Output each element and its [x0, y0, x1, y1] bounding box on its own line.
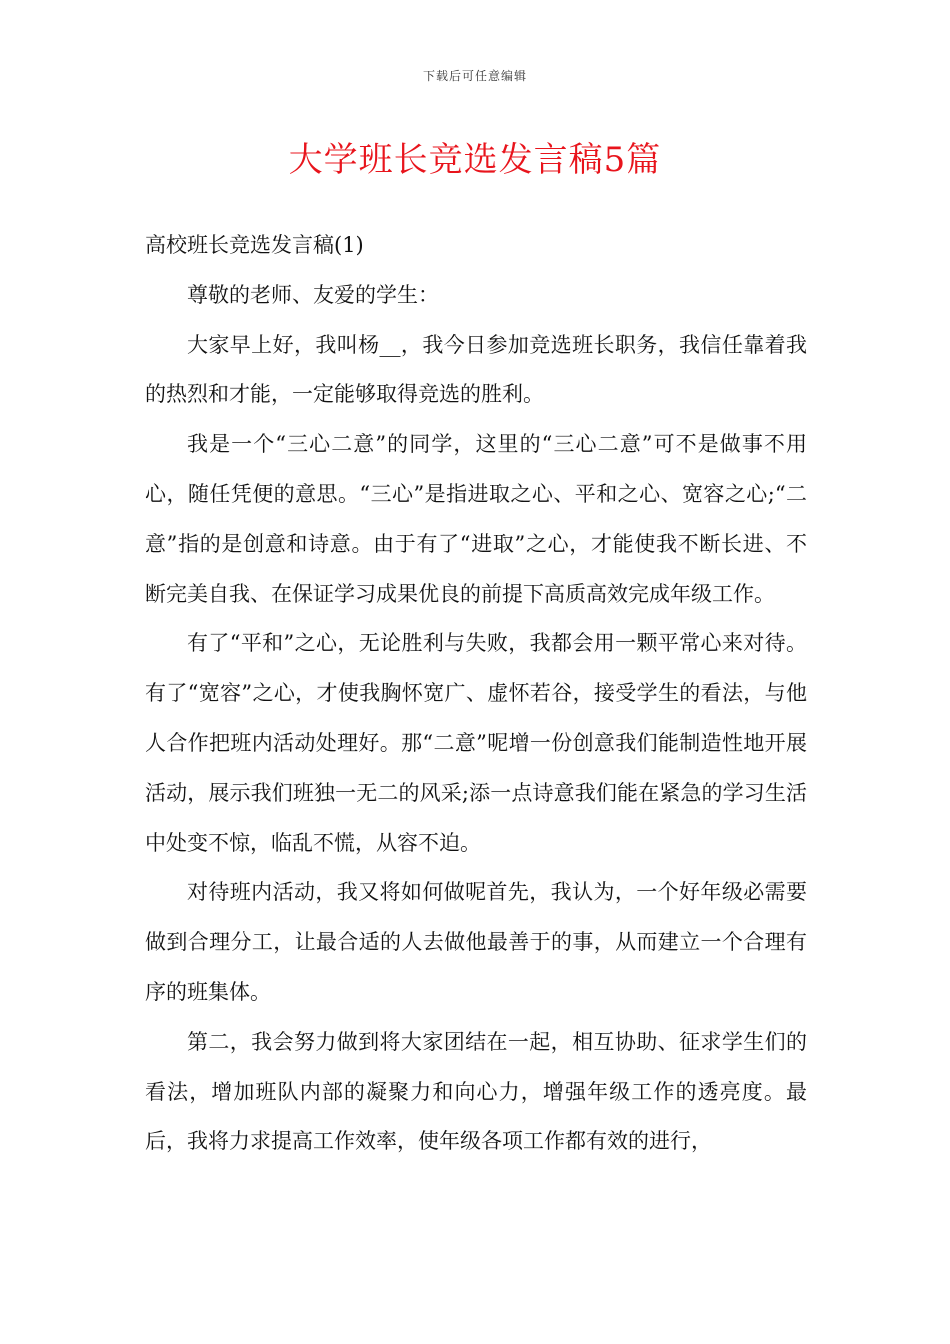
paragraph-three-hearts: 我是一个“三心二意”的同学，这里的“三心二意”可不是做事不用心，随任凭便的意思。“三心”是指进取之心、平和之心、宽容之心;“二意”指的是创意和诗意。由于有了“进取”之心，才能使我不断长进、不断完美自我、在保证学习成果优良的前提下高质高效完成年级工作。: [145, 432, 807, 606]
paragraph-greeting: 大家早上好，我叫杨__，我今日参加竞选班长职务，我信任靠着我的热烈和才能，一定能够取得竞选的胜利。: [145, 332, 807, 407]
paragraph-class-activities: 对待班内活动，我又将如何做呢首先，我认为，一个好年级必需要做到合理分工，让最合适的人去做他最善于的事，从而建立一个合理有序的班集体。: [145, 880, 807, 1004]
paragraph-second-point: 第二，我会努力做到将大家团结在一起，相互协助、征求学生们的看法，增加班队内部的凝聚力和向心力，增强年级工作的透亮度。最后，我将力求提高工作效率，使年级各项工作都有效的进行，: [145, 1029, 807, 1154]
document-title: 大学班长竞选发言稿5篇: [288, 140, 662, 180]
header-note: 下载后可任意编辑: [422, 69, 527, 83]
section-heading: 高校班长竞选发言稿(1): [145, 233, 364, 257]
document-body: [145, 221, 807, 1167]
paragraph-peace-tolerance: 有了“平和”之心，无论胜利与失败，我都会用一颗平常心来对待。有了“宽容”之心，才使我胸怀宽广、虚怀若谷，接受学生的看法，与他人合作把班内活动处理好。那“二意”呢增一份创意我们能制造性地开展活动，展示我们班独一无二的风采;添一点诗意我们能在紧急的学习生活中处变不惊，临乱不慌，从容不迫。: [145, 631, 807, 855]
paragraph-salutation: 尊敬的老师、友爱的学生：: [187, 282, 439, 307]
